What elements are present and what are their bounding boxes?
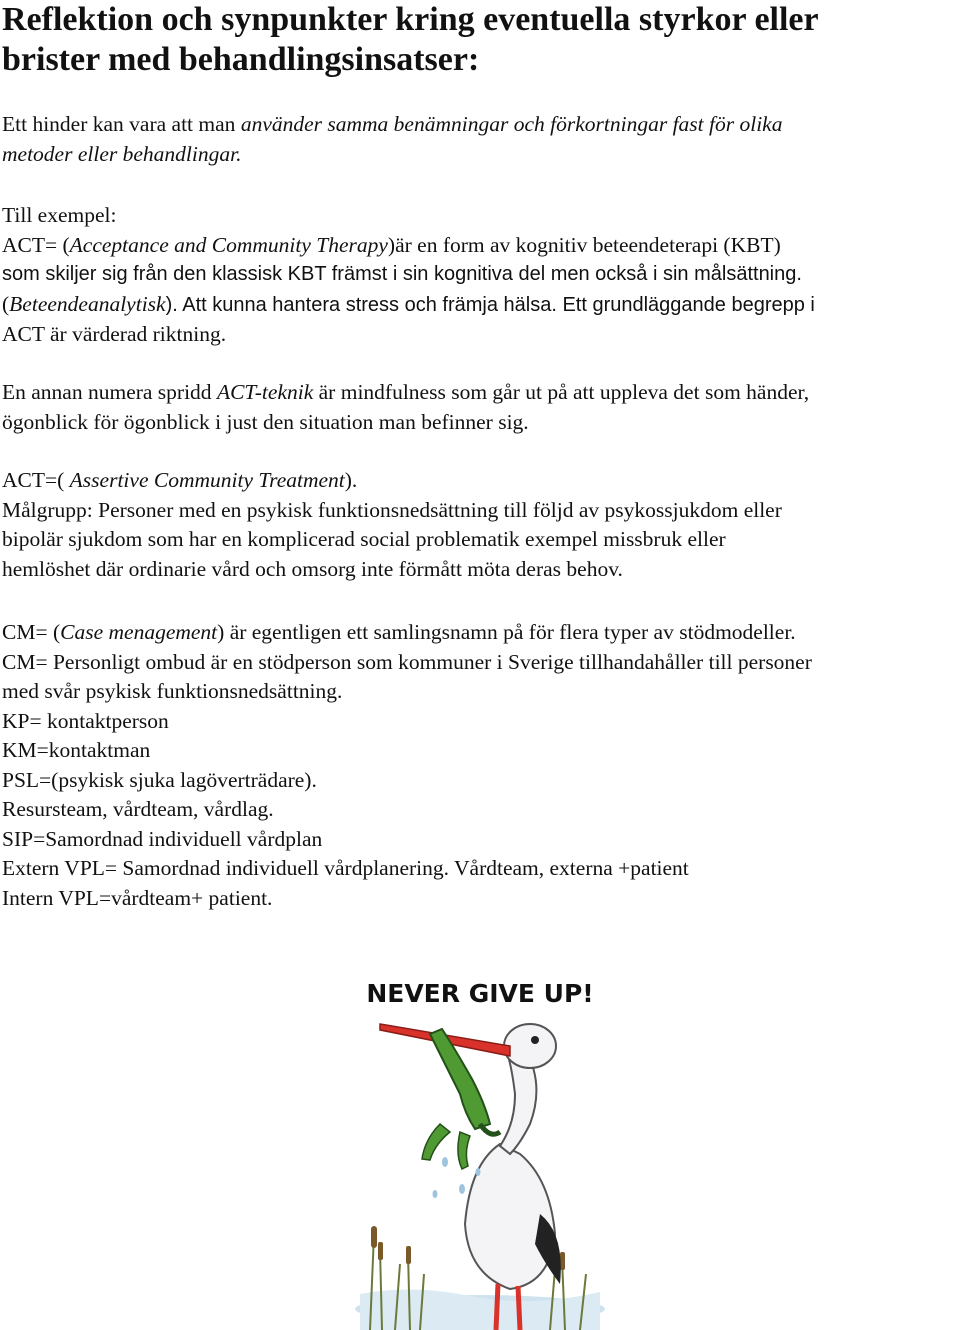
technique-desc: är mindfulness som går ut på att uppleva det som händer, [313, 380, 810, 404]
treatment-term: Assertive Community Treatment [69, 468, 345, 492]
technique-line-2: ögonblick för ögonblick i just den situation man befinner sig. [2, 409, 529, 434]
title-line-2: brister med behandlingsinsatser: [2, 41, 480, 78]
act-line-4 [2, 320, 957, 350]
intro-line-1 [2, 110, 957, 140]
treatment-suffix: ). [344, 468, 358, 492]
page-title [2, 0, 952, 80]
stork-frog-illustration [350, 964, 610, 1330]
kp-line: KP= kontaktperson [2, 708, 169, 733]
act-line-1 [2, 231, 957, 261]
act-term: Acceptance and Community Therapy [69, 232, 388, 257]
sip-line: SIP=Samordnad individuell vårdplan [2, 826, 323, 851]
intro-italic-end: metoder eller behandlingar. [2, 141, 242, 166]
technique-line-1 [2, 378, 957, 408]
intro-line-2 [2, 140, 957, 170]
example-label: Till exempel: [2, 203, 117, 227]
treatment-prefix: ACT=( [2, 468, 70, 492]
intro-text: Ett hinder kan vara att man [2, 112, 241, 136]
paragraph-act-therapy [2, 201, 957, 350]
cm-term: Case menagement [60, 620, 218, 644]
paragraph-intro [2, 110, 957, 169]
cm-line-2: CM= Personligt ombud är en stödperson som kommuner i Sverige tillhandahåller till personer [2, 649, 812, 674]
treatment-line-1 [2, 466, 957, 496]
target-group-line-2: bipolär sjukdom som har en komplicerad social problematik exempel missbruk eller [2, 527, 726, 551]
act-line-2: som skiljer sig från den klassisk KBT främst i sin kognitiva del men också i sin målsättning. [2, 263, 802, 285]
paragraph-case-management [2, 618, 957, 913]
act-prefix: ACT= ( [2, 232, 70, 257]
cm-line-1 [2, 618, 957, 648]
intro-italic: använder samma benämningar och förkortningar fast för olika [240, 112, 783, 136]
title-line-1: Reflektion och synpunkter kring eventuella styrkor eller [2, 1, 819, 38]
technique-prefix: En annan numera spridd [2, 380, 217, 404]
act-line-4-text: ACT är värderad riktning. [2, 322, 227, 346]
extern-vpl-line: Extern VPL= Samordnad individuell vårdplanering. Vårdteam, externa +patient [2, 856, 689, 880]
paragraph-act-technique [2, 378, 957, 437]
intern-vpl-line: Intern VPL=vårdteam+ patient. [2, 885, 273, 910]
act-desc: )är en form av kognitiv beteendeterapi (KBT) [387, 232, 781, 257]
target-group-line-3: hemlöshet där ordinarie vård och omsorg inte förmått möta deras behov. [2, 556, 623, 581]
act-line-3-rest: ). Att kunna hantera stress och främja hälsa. Ett grundläggande begrepp i [165, 293, 815, 316]
poster-caption: NEVER GIVE UP! [366, 979, 594, 1008]
act-line-3 [2, 290, 957, 321]
resursteam-line: Resursteam, vårdteam, vårdlag. [2, 797, 274, 821]
cm-prefix: CM= ( [2, 620, 61, 644]
technique-term: ACT-teknik [216, 380, 314, 404]
cm-desc: ) är egentligen ett samlingsnamn på för flera typer av stödmodeller. [217, 620, 796, 644]
target-group-line-1: Målgrupp: Personer med en psykisk funktionsnedsättning till följd av psykossjukdom eller [2, 497, 782, 522]
km-line: KM=kontaktman [2, 738, 151, 762]
psl-line: PSL=(psykisk sjuka lagöverträdare). [2, 767, 317, 792]
never-give-up-poster [350, 964, 610, 1330]
act-paren-open: ( [2, 291, 10, 316]
cm-line-3: med svår psykisk funktionsnedsättning. [2, 679, 343, 703]
act-behaviour-term: Beteendeanalytisk [9, 291, 166, 316]
paragraph-act-treatment [2, 466, 957, 584]
